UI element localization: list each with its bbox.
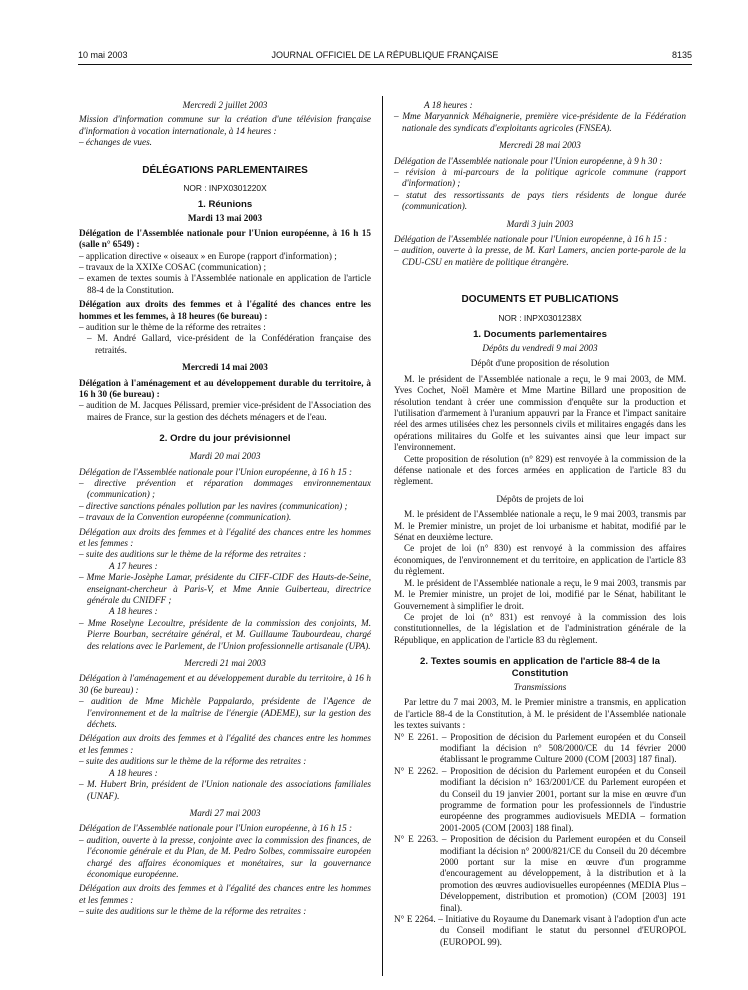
paragraph: Par lettre du 7 mai 2003, M. le Premier ministre a transmis, en application de l'article 88-4 de la Constitution, à M. le président de l'Assemblée nationale les textes suivants : — [394, 697, 686, 731]
header-title: JOURNAL OFFICIEL DE LA RÉPUBLIQUE FRANÇAISE — [271, 50, 499, 60]
date-heading: Dépôts du vendredi 9 mai 2003 — [482, 342, 598, 353]
date-heading: Mardi 27 mai 2003 — [189, 807, 261, 818]
document-heading: Dépôts de projets de loi — [496, 493, 584, 504]
transmissions-heading: Transmissions — [513, 681, 567, 692]
committee-heading: Délégation à l'aménagement et au développement durable du territoire, à 16 h 30 (6e bureau) : — [79, 377, 371, 400]
date-heading: Mercredi 2 juillet 2003 — [182, 100, 268, 110]
committee-heading: Délégation de l'Assemblée nationale pour l'Union européenne, à 16 h 15 : — [79, 823, 353, 834]
agenda-item: – M. André Gallard, vice-président de la Confédération française des retraités. — [87, 333, 371, 355]
nor-reference: NOR : INPX0301238X — [498, 312, 582, 323]
agenda-item: – audition de M. Jacques Pélissard, premier vice-président de l'Association des maires de France, sur la gestion des déchets ménagers et de l'eau. — [79, 400, 371, 422]
left-column — [79, 100, 371, 918]
right-column — [394, 100, 686, 948]
time-slot: A 18 heures : — [424, 100, 473, 110]
section-title: DOCUMENTS ET PUBLICATIONS — [461, 294, 619, 306]
header-date: 10 mai 2003 — [78, 50, 128, 60]
header-rule — [78, 64, 692, 65]
agenda-item: – révision à mi-parcours de la politique agricole commune (rapport d'information) ; — [394, 167, 686, 189]
subsection-title: 2. Textes soumis en application de l'article 88-4 de la Constitution — [420, 656, 660, 680]
agenda-item: – Mme Marie-Josèphe Lamar, présidente du CIFF-CIDF des Hauts-de-Seine, enseignant-chercheur à Paris-V, et Mme Annie Guiberteau, directrice générale du CNIDFF ; — [79, 572, 371, 605]
paragraph: M. le président de l'Assemblée nationale a reçu, le 9 mai 2003, transmis par M. le Premier ministre, un projet de loi, modifié par le Sénat, habilitant le Gouvernement à simplifier le droit. — [394, 577, 686, 611]
agenda-item: – travaux de la XXIXe COSAC (communication) ; — [79, 261, 267, 272]
agenda-item: – audition, ouverte à la presse, de M. Karl Lamers, ancien porte-parole de la CDU-CSU en matière de politique étrangère. — [394, 245, 686, 267]
date-heading: Mercredi 28 mai 2003 — [499, 140, 581, 151]
agenda-item: – audition, ouverte à la presse, conjointe avec la commission des finances, de l'économie générale et du Plan, de M. Pedro Solbes, commissaire européen chargé des affaires économiques et monétaires, sur la gouvernance économique européenne. — [79, 834, 371, 879]
agenda-item: – travaux de la Convention européenne (communication). — [79, 512, 292, 523]
committee-heading: Délégation aux droits des femmes et à l'égalité des chances entre les hommes et les femmes, à 18 heures (6e bureau) : — [79, 299, 371, 321]
date-heading: Mardi 13 mai 2003 — [187, 213, 263, 224]
document-heading: Dépôt d'une proposition de résolution — [470, 358, 610, 369]
committee-heading: Mission d'information commune sur la création d'une télévision française d'information à vocation internationale, à 14 heures : — [79, 114, 371, 136]
agenda-item: – Mme Roselyne Lecoultre, présidente de la commission des conjoints, M. Pierre Bourban, secrétaire général, et M. Guillaume Taubourdeau, chargé des relations avec le Parlement, de l'Union professionnelle artisanale (UPA). — [79, 617, 371, 651]
text-entry: N° E 2264. – Initiative du Royaume du Danemark visant à l'adoption d'un acte du Conseil modifiant le statut du personnel d'EUROPOL (EUROPOL 99). — [394, 914, 686, 947]
agenda-item: – audition sur le thème de la réforme des retraites : — [79, 321, 266, 332]
header-page-number: 8135 — [671, 50, 692, 60]
running-header — [78, 50, 692, 62]
paragraph: M. le président de l'Assemblée nationale a reçu, le 9 mai 2003, de MM. Yves Cochet, Noël Mamère et Mme Martine Billard une proposition de résolution tendant à créer une commission d'enquête sur la production et l'utilisation d'armement à l'uranium appauvri par la France et l'impact sanitaire réel des armes utilisées chez les personnels civils et militaires engagés dans les opérations militaires du Golfe et les suivantes ainsi que leur impact sur l'environnement. — [394, 373, 686, 453]
date-heading: Mercredi 14 mai 2003 — [182, 362, 268, 373]
column-divider — [382, 96, 383, 976]
agenda-item: – suite des auditions sur le thème de la réforme des retraites : — [79, 906, 307, 917]
text-entry: N° E 2261. – Proposition de décision du Parlement européen et du Conseil modifiant la décision n° 508/2000/CE du 14 février 2000 établissant le programme Culture 2000 (COM [2003] 187 final). — [394, 731, 686, 765]
committee-heading: Délégation de l'Assemblée nationale pour l'Union européenne, à 16 h 15 : — [394, 234, 668, 245]
paragraph: M. le président de l'Assemblée nationale a reçu, le 9 mai 2003, transmis par M. le Premier ministre, un projet de loi urbanisme et habitat, modifié par le Sénat en deuxième lecture. — [394, 509, 686, 543]
agenda-item: – statut des ressortissants de pays tiers résidents de longue durée (communication). — [394, 189, 686, 212]
date-heading: Mardi 3 juin 2003 — [506, 218, 574, 229]
agenda-item: – application directive « oiseaux » en Europe (rapport d'information) ; — [79, 250, 337, 261]
nor-reference: NOR : INPX0301220X — [183, 183, 267, 194]
agenda-item: – M. Hubert Brin, président de l'Union nationale des associations familiales (UNAF). — [79, 779, 371, 801]
agenda-item: – directive prévention et réparation dommages environnementaux (communication) ; — [79, 477, 371, 500]
committee-heading: Délégation à l'aménagement et au développement durable du territoire, à 16 h 30 (6e bureau) : — [79, 673, 371, 695]
text-entry: N° E 2263. – Proposition de décision du Parlement européen et du Conseil modifiant la décision n° 2000/821/CE du Conseil du 20 décembre 2000 portant sur la mise en œuvre d'un programme d'encouragement au développement, à la distribution et à la promotion des œuvres audiovisuelles européennes (MEDIA Plus – Développement, distribution et promotion) (COM [2003] 191 final). — [394, 834, 686, 913]
date-heading: Mardi 20 mai 2003 — [189, 451, 261, 462]
committee-heading: Délégation aux droits des femmes et à l'égalité des chances entre les hommes et les femmes : — [79, 883, 371, 905]
text-entry: N° E 2262. – Proposition de décision du Parlement européen et du Conseil modifiant la décision n° 163/2001/CE du Parlement européen et du Conseil du 19 janvier 2001, portant sur la mise en œuvre d'un programme de formation pour les professionnels de l'industrie européenne des programmes audiovisuels MEDIA – formation 2001-2005 (COM [2003] 188 final). — [394, 765, 686, 833]
paragraph: Ce projet de loi (n° 830) est renvoyé à la commission des affaires économiques, de l'environnement et du territoire, en application de l'article 83 du règlement. — [394, 543, 686, 577]
date-heading: Mercredi 21 mai 2003 — [184, 658, 266, 669]
paragraph: Ce projet de loi (n° 831) est renvoyé à la commission des lois constitutionnelles, de la législation et de l'administration générale de la République, en application de l'article 83 du règlement. — [394, 611, 686, 645]
section-title: DÉLÉGATIONS PARLEMENTAIRES — [142, 164, 308, 176]
committee-heading: Délégation de l'Assemblée nationale pour l'Union européenne, à 9 h 30 : — [394, 155, 663, 166]
agenda-item: – examen de textes soumis à l'Assemblée nationale en application de l'article 88-4 de la Constitution. — [79, 273, 371, 295]
committee-heading: Délégation aux droits des femmes et à l'égalité des chances entre les hommes et les femmes : — [79, 733, 371, 755]
paragraph: Cette proposition de résolution (n° 829) est renvoyée à la commission de la défense nationale et des forces armées en application de l'article 83 du règlement. — [394, 453, 686, 487]
committee-heading: Délégation de l'Assemblée nationale pour l'Union européenne, à 16 h 15 : — [79, 466, 353, 477]
subsection-title: 1. Réunions — [197, 199, 253, 211]
agenda-item: – échanges de vues. — [79, 137, 152, 148]
time-slot: A 17 heures : — [109, 560, 158, 571]
time-slot: A 18 heures : — [109, 767, 158, 778]
agenda-item: – Mme Maryannick Méhaignerie, première vice-présidente de la Fédération nationale des syndicats d'exploitants agricoles (FNSEA). — [394, 111, 686, 133]
time-slot: A 18 heures : — [109, 606, 158, 617]
subsection-title: 1. Documents parlementaires — [473, 329, 607, 341]
agenda-item: – audition de Mme Michèle Pappalardo, présidente de l'Agence de l'environnement et de la maîtrise de l'énergie (ADEME), sur la gestion des déchets. — [79, 696, 371, 730]
subsection-title: 2. Ordre du jour prévisionnel — [159, 433, 291, 445]
committee-heading: Délégation aux droits des femmes et à l'égalité des chances entre les hommes et les femmes : — [79, 526, 371, 548]
agenda-item: – suite des auditions sur le thème de la réforme des retraites : — [79, 549, 307, 560]
agenda-item: – suite des auditions sur le thème de la réforme des retraites : — [79, 756, 307, 767]
committee-heading: Délégation de l'Assemblée nationale pour l'Union européenne, à 16 h 15 (salle n° 6549) : — [79, 227, 371, 250]
agenda-item: – directive sanctions pénales pollution par les navires (communication) ; — [79, 500, 348, 511]
